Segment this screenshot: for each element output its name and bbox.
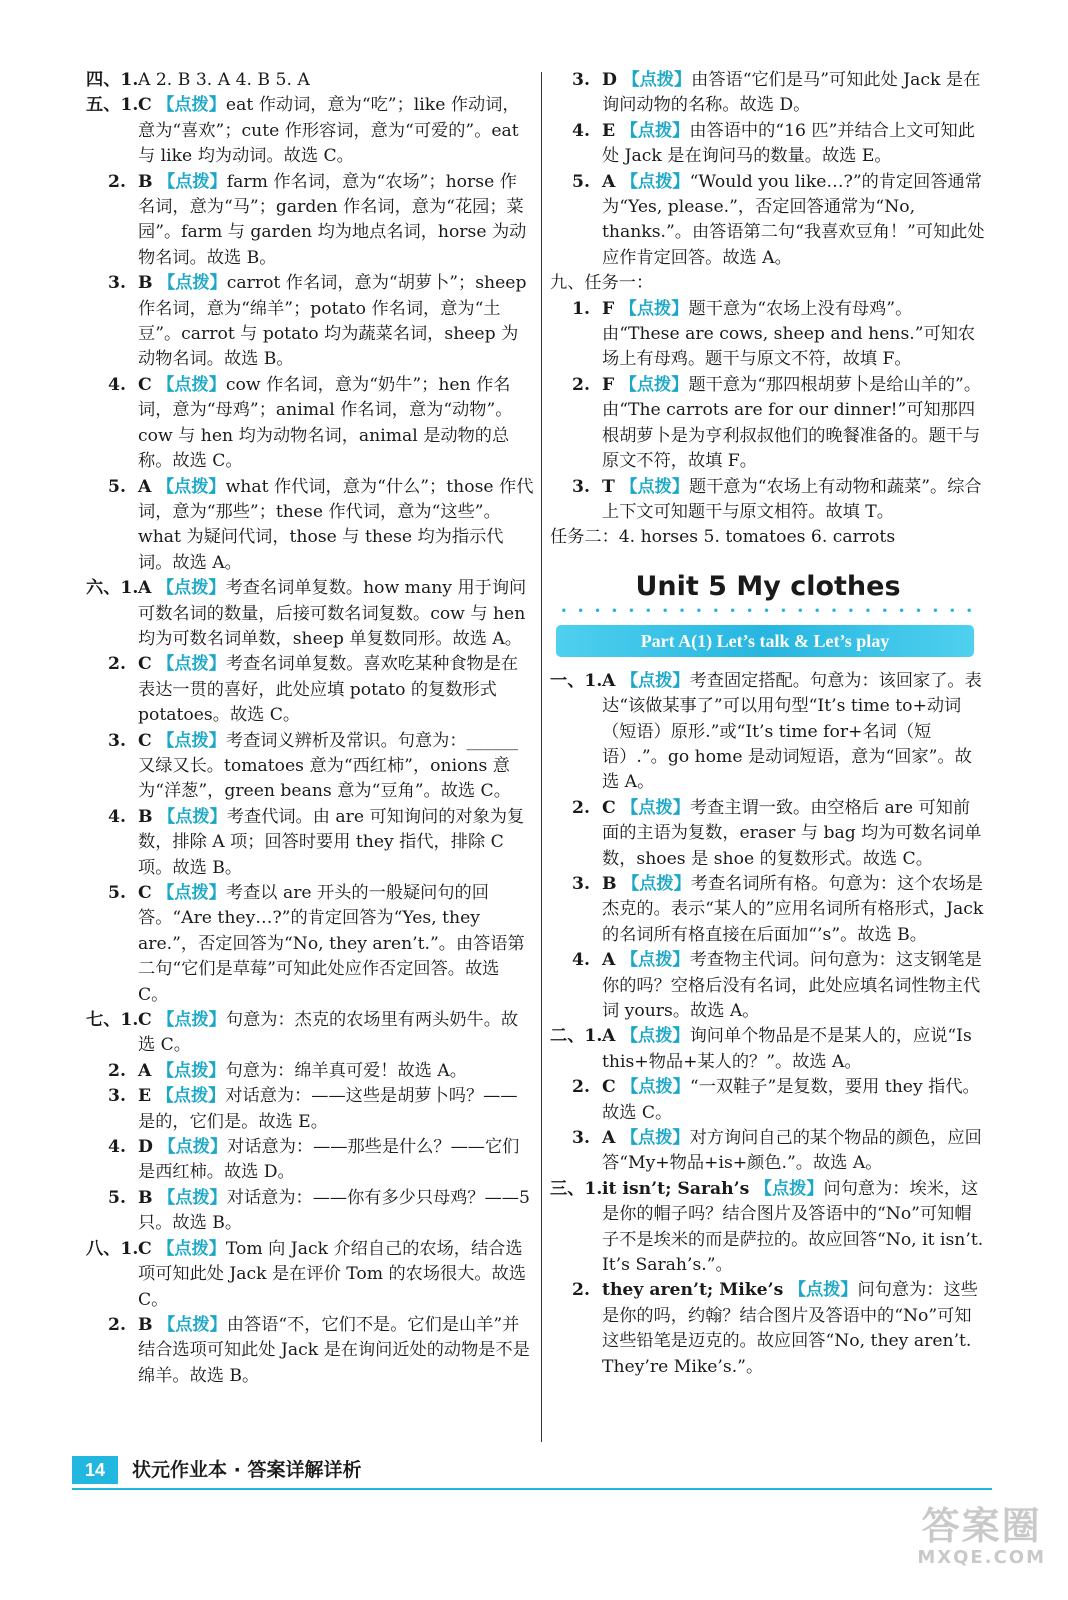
explanation-text: 考查固定搭配。句意为：该回家了。表达“该做某事了”可以用句型“It’s time to+动词（短语）原形.”或“It’s time for+名词（短语）.”。go home 是动词短语，意为“回家”。故选 A。 bbox=[602, 670, 982, 793]
right-top-answers bbox=[550, 68, 986, 551]
question-number: 5. bbox=[108, 476, 126, 497]
question-number: 四、1. bbox=[86, 70, 139, 90]
answer-item bbox=[86, 93, 534, 169]
question-number: 2. bbox=[108, 654, 126, 675]
explanation-text: 考查名词单复数。how many 用于询问可数名词的数量，后接可数名词复数。cow 与 hen 均为可数名词单数，sheep 单复数同形。故选 A。 bbox=[138, 578, 527, 649]
answer-choice: C bbox=[602, 1077, 616, 1098]
explanation-text: 由答语中的“16 匹”并结合上文可知此处 Jack 是在询问马的数量。故选 E。 bbox=[602, 120, 975, 167]
hint-tag: 【点拨】 bbox=[156, 1086, 226, 1107]
question-number: 2. bbox=[572, 1280, 590, 1301]
explanation-text: 问句意为：埃米，这是你的帽子吗？结合图片及答语中的“No”可知帽子不是埃米的而是萨拉的。故应回答“No, it isn’t. It’s Sarah’s.”。 bbox=[602, 1178, 984, 1276]
explanation-text: 句意为：绵羊真可爱！故选 A。 bbox=[225, 1060, 467, 1081]
answer-item bbox=[550, 119, 986, 170]
answer-choice: C bbox=[138, 1010, 152, 1031]
explanation-text: 题干意为“农场上有动物和蔬菜”。综合上下文可知题干与原文相符。故填 T。 bbox=[602, 476, 982, 522]
answer-choice: B bbox=[138, 1187, 153, 1208]
question-number: 五、1. bbox=[86, 95, 139, 116]
hint-tag: 【点拨】 bbox=[156, 578, 226, 599]
hint-tag: 【点拨】 bbox=[158, 1137, 228, 1158]
answer-choice: A bbox=[138, 1060, 152, 1081]
question-number: 2. bbox=[572, 374, 590, 395]
answer-choice: T bbox=[602, 476, 615, 497]
explanation-text: 考查名词单复数。喜欢吃某种食物是在表达一贯的喜好，此处应填 potato 的复数形式 potatoes。故选 C。 bbox=[138, 654, 519, 726]
explanation-text: carrot 作名词，意为“胡萝卜”；sheep 作名词，意为“绵羊”；potato 作名词，意为“土豆”。carrot 与 potato 均为蔬菜名词，sheep 为动物名词。故选 B。 bbox=[138, 273, 527, 370]
question-number: 5. bbox=[108, 883, 126, 903]
question-number: 4. bbox=[108, 806, 126, 827]
answer-item bbox=[550, 170, 986, 272]
page-number: 14 bbox=[72, 1456, 118, 1484]
answer-item bbox=[86, 576, 534, 652]
answer-item bbox=[550, 796, 986, 872]
hint-tag: 【点拨】 bbox=[620, 120, 690, 141]
unit-title-dots: • • • • • • • • • • • • • • • • • • • • • • • • • bbox=[560, 603, 976, 618]
answer-choice: B bbox=[138, 1314, 153, 1335]
explanation-text: 题干意为“农场上没有母鸡”。由“These are cows, sheep and hens.”可知农场上有母鸡。题干与原文不符，故填 F。 bbox=[602, 298, 976, 370]
answer-item bbox=[86, 1186, 534, 1237]
hint-tag: 【点拨】 bbox=[622, 70, 692, 90]
answer-choice: C bbox=[138, 730, 152, 751]
question-number: 5. bbox=[108, 1187, 126, 1208]
answer-item bbox=[86, 652, 534, 728]
answer-choice: B bbox=[138, 806, 153, 827]
answer-item bbox=[86, 1313, 534, 1389]
question-number: 4. bbox=[572, 120, 590, 141]
hint-tag: 【点拨】 bbox=[156, 1060, 226, 1081]
explanation-text: 句意为：杰克的农场里有两头奶牛。故选 C。 bbox=[138, 1010, 519, 1056]
answer-choice: A bbox=[138, 578, 152, 599]
hint-tag: 【点拨】 bbox=[621, 1077, 690, 1098]
hint-tag: 【点拨】 bbox=[620, 670, 690, 691]
answer-item bbox=[86, 373, 534, 475]
answer-item bbox=[86, 170, 534, 272]
answer-item bbox=[550, 68, 986, 119]
answer-item bbox=[86, 1059, 534, 1084]
question-number: 三、1. bbox=[550, 1178, 603, 1199]
hint-tag: 【点拨】 bbox=[157, 654, 226, 675]
hint-tag: 【点拨】 bbox=[622, 873, 691, 894]
explanation-text: 对方询问自己的某个物品的颜色，应回答“My+物品+is+颜色.”。故选 A。 bbox=[602, 1128, 982, 1174]
explanation-text: “一双鞋子”是复数，要用 they 指代。故选 C。 bbox=[602, 1077, 980, 1123]
question-number: 八、1. bbox=[86, 1238, 139, 1259]
answer-item bbox=[86, 805, 534, 881]
right-column bbox=[550, 68, 986, 1380]
explanation-text: 题干意为“那四根胡萝卜是给山羊的”。由“The carrots are for our dinner!”可知那四根胡萝卜是为亨利叔叔他们的晚餐准备的。题干与原文不符，故填 F。 bbox=[602, 374, 982, 472]
question-number: 2. bbox=[572, 1077, 590, 1098]
hint-tag: 【点拨】 bbox=[157, 374, 226, 395]
answer-item bbox=[550, 1024, 986, 1075]
answer-choice: E bbox=[138, 1086, 152, 1107]
explanation-text: A 2. B 3. A 4. B 5. A bbox=[138, 70, 310, 90]
answer-item bbox=[550, 872, 986, 948]
watermark-url: MXQE.COM bbox=[917, 1547, 1046, 1568]
part-title-bar: Part A(1) Let’s talk & Let’s play bbox=[556, 625, 974, 657]
answer-choice: A bbox=[602, 950, 616, 971]
hint-tag: 【点拨】 bbox=[158, 171, 227, 192]
answer-item bbox=[550, 297, 986, 373]
answer-item bbox=[550, 475, 986, 526]
hint-tag: 【点拨】 bbox=[157, 1010, 226, 1031]
question-number: 一、1. bbox=[550, 670, 603, 691]
question-number: 2. bbox=[108, 171, 126, 192]
answer-item bbox=[86, 1135, 534, 1186]
hint-tag: 【点拨】 bbox=[620, 1026, 690, 1047]
explanation-text: 询问单个物品是不是某人的，应说“Is this+物品+某人的？”。故选 A。 bbox=[602, 1026, 972, 1072]
hint-tag: 【点拨】 bbox=[158, 273, 227, 294]
answer-choice: C bbox=[138, 654, 152, 675]
hint-tag: 【点拨】 bbox=[157, 730, 226, 751]
answer-item bbox=[86, 1008, 534, 1059]
hint-tag: 【点拨】 bbox=[619, 298, 689, 319]
answer-item bbox=[86, 68, 534, 93]
answer-choice: A bbox=[138, 476, 152, 497]
hint-tag: 【点拨】 bbox=[158, 806, 227, 827]
answer-item bbox=[86, 1084, 534, 1135]
hint-tag: 【点拨】 bbox=[620, 171, 690, 192]
hint-tag: 【点拨】 bbox=[754, 1178, 824, 1199]
question-number: 3. bbox=[572, 476, 590, 497]
explanation-text: 由答语“不，它们不是。它们是山羊”并结合选项可知此处 Jack 是在询问近处的动物是不是绵羊。故选 B。 bbox=[138, 1314, 530, 1386]
answer-item bbox=[550, 1075, 986, 1126]
answer-choice: B bbox=[138, 171, 153, 192]
answer-item bbox=[86, 881, 534, 1008]
question-number: 4. bbox=[572, 950, 590, 971]
answer-choice: F bbox=[602, 298, 615, 319]
explanation-text: 考查代词。由 are 可知询问的对象为复数，排除 A 项；回答时要用 they 指代，排除 C 项。故选 B。 bbox=[138, 806, 525, 878]
explanation-text: 考查词义辨析及常识。句意为：______又绿又长。tomatoes 意为“西红柿”，onions 意为“洋葱”，green beans 意为“豆角”。故选 C。 bbox=[138, 730, 519, 802]
left-column bbox=[86, 68, 534, 1389]
explanation-text: Tom 向 Jack 介绍自己的农场，结合选项可知此处 Jack 是在评价 Tom 的农场很大。故选 C。 bbox=[138, 1238, 526, 1310]
answer-item bbox=[550, 1278, 986, 1380]
hint-tag: 【点拨】 bbox=[620, 476, 690, 497]
answer-choice: C bbox=[138, 883, 152, 903]
question-number: 2. bbox=[108, 1060, 126, 1081]
answer-choice: it isn’t; Sarah’s bbox=[602, 1178, 750, 1199]
explanation-text: eat 作动词，意为“吃”；like 作动词，意为“喜欢”；cute 作形容词，意为“可爱的”。eat 与 like 均为动词。故选 C。 bbox=[138, 95, 520, 167]
hint-tag: 【点拨】 bbox=[788, 1280, 858, 1301]
hint-tag: 【点拨】 bbox=[157, 95, 226, 116]
answer-item bbox=[550, 1177, 986, 1279]
watermark-logo bbox=[917, 1504, 1046, 1568]
answer-choice: E bbox=[602, 120, 616, 141]
answer-item bbox=[86, 729, 534, 805]
question-number: 七、1. bbox=[86, 1010, 139, 1031]
answer-item bbox=[550, 1126, 986, 1177]
answer-item bbox=[550, 669, 986, 796]
explanation-text: what 作代词，意为“什么”；those 作代词，意为“那些”；these 作代词，意为“这些”。what 为疑问代词，those 与 these 均为指示代词。故选 A。 bbox=[138, 476, 534, 573]
answer-choice: B bbox=[602, 873, 617, 894]
answer-choice: A bbox=[602, 670, 616, 691]
unit-title: Unit 5 My clothes bbox=[635, 570, 901, 602]
answer-choice: F bbox=[602, 374, 615, 395]
question-number: 1. bbox=[572, 298, 590, 319]
question-number: 3. bbox=[108, 273, 126, 294]
question-number: 3. bbox=[572, 70, 590, 90]
question-number: 3. bbox=[572, 873, 590, 894]
explanation-text: 考查以 are 开头的一般疑问句的回答。“Are they…?”的肯定回答为“Yes, they are.”，否定回答为“No, they aren’t.”。由答语第二句“它们是草莓”可知此处应作否定回答。故选 C。 bbox=[138, 883, 525, 1005]
explanation-text: 考查主谓一致。由空格后 are 可知前面的主语为复数，eraser 与 bag 均为可数名词单数，shoes 是 shoe 的复数形式。故选 C。 bbox=[602, 797, 982, 869]
question-number: 3. bbox=[572, 1128, 590, 1149]
question-number: 2. bbox=[108, 1314, 126, 1335]
hint-tag: 【点拨】 bbox=[157, 883, 226, 903]
question-number: 3. bbox=[108, 1086, 126, 1107]
answer-item bbox=[86, 1237, 534, 1313]
explanation-text: “Would you like…?”的肯定回答通常为“Yes, please.”，否定回答通常为“No, thanks.”。由答语第二句“我喜欢豆角！”可知此处应作肯定回答。故选 A。 bbox=[602, 171, 985, 268]
question-number: 2. bbox=[572, 797, 590, 818]
hint-tag: 【点拨】 bbox=[621, 797, 690, 818]
column-divider bbox=[541, 72, 542, 1442]
hint-tag: 【点拨】 bbox=[619, 374, 689, 395]
explanation-text: 考查名词所有格。句意为：这个农场是杰克的。表示“某人的”应用名词所有格形式，Jack 的名词所有格直接在后面加“’s”。故选 B。 bbox=[602, 873, 984, 945]
answer-choice: A bbox=[602, 1128, 616, 1149]
right-bottom-answers bbox=[550, 669, 986, 1380]
footer-book-title: 状元作业本 · 答案详解详析 bbox=[132, 1459, 362, 1481]
question-number: 3. bbox=[108, 730, 126, 751]
explanation-text: 问句意为：这些是你的吗，约翰？结合图片及答语中的“No”可知这些铅笔是迈克的。故应回答“No, they aren’t. They’re Mike’s.”。 bbox=[602, 1280, 978, 1377]
section-heading: 九、任务一： bbox=[550, 273, 654, 294]
explanation-text: 对话意为：——那些是什么？——它们是西红柿。故选 D。 bbox=[138, 1137, 520, 1183]
answer-item bbox=[86, 271, 534, 373]
question-number: 4. bbox=[108, 1137, 126, 1158]
hint-tag: 【点拨】 bbox=[620, 1128, 690, 1149]
section-heading: 任务二：4. horses 5. tomatoes 6. carrots bbox=[550, 527, 896, 548]
watermark-text: 答案圈 bbox=[921, 1504, 1042, 1548]
explanation-text: farm 作名词，意为“农场”；horse 作名词，意为“马”；garden 作名词，意为“花园；菜园”。farm 与 garden 均为地点名词，horse 为动物名词。故选 B。 bbox=[138, 171, 527, 268]
explanation-text: 对话意为：——你有多少只母鸡？——5 只。故选 B。 bbox=[138, 1187, 530, 1234]
hint-tag: 【点拨】 bbox=[158, 1314, 227, 1335]
hint-tag: 【点拨】 bbox=[157, 1238, 226, 1259]
answer-choice: D bbox=[602, 70, 617, 90]
answer-item bbox=[550, 948, 986, 1024]
explanation-text: 考查物主代词。问句意为：这支钢笔是你的吗？空格后没有名词，此处应填名词性物主代词 yours。故选 A。 bbox=[602, 950, 982, 1021]
answer-choice: C bbox=[602, 797, 616, 818]
question-number: 六、1. bbox=[86, 578, 139, 599]
question-number: 5. bbox=[572, 171, 590, 192]
answer-item bbox=[86, 475, 534, 577]
answer-choice: C bbox=[138, 374, 152, 395]
answer-choice: C bbox=[138, 95, 152, 116]
answer-choice: A bbox=[602, 1026, 616, 1047]
explanation-text: 对话意为：——这些是胡萝卜吗？——是的，它们是。故选 E。 bbox=[138, 1086, 518, 1132]
answer-choice: B bbox=[138, 273, 153, 294]
hint-tag: 【点拨】 bbox=[620, 950, 690, 971]
footer-line bbox=[72, 1488, 992, 1490]
answer-choice: A bbox=[602, 171, 616, 192]
answer-choice: D bbox=[138, 1137, 153, 1158]
explanation-text: cow 作名词，意为“奶牛”；hen 作名词，意为“母鸡”；animal 作名词，意为“动物”。cow 与 hen 均为动物名词，animal 是动物的总称。故选 C。 bbox=[138, 374, 513, 472]
explanation-text: 由答语“它们是马”可知此处 Jack 是在询问动物的名称。故选 D。 bbox=[602, 70, 981, 116]
question-number: 二、1. bbox=[550, 1026, 603, 1047]
answer-item bbox=[550, 373, 986, 475]
question-number: 4. bbox=[108, 374, 126, 395]
answer-choice: C bbox=[138, 1238, 152, 1259]
hint-tag: 【点拨】 bbox=[158, 1187, 227, 1208]
hint-tag: 【点拨】 bbox=[156, 476, 226, 497]
answer-choice: they aren’t; Mike’s bbox=[602, 1280, 784, 1301]
